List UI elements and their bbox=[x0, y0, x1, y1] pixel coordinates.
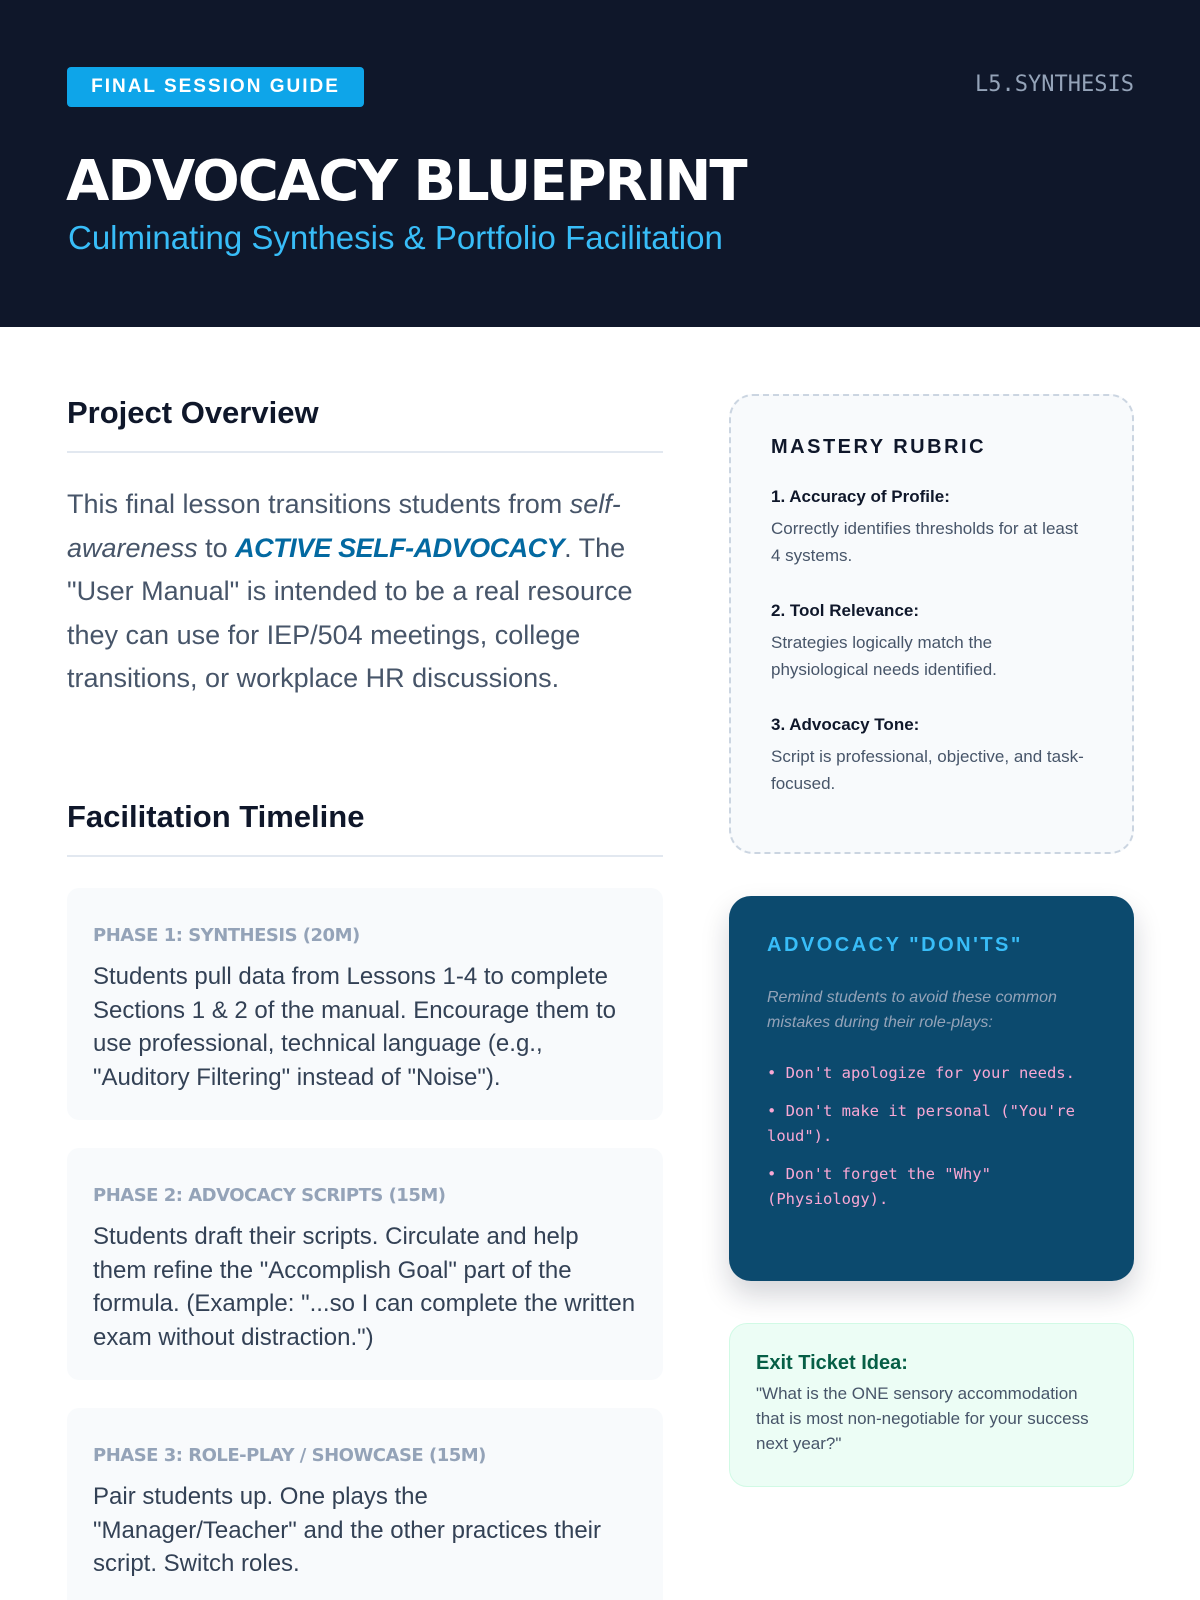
donts-list bbox=[767, 1061, 1096, 1212]
overview-highlight: ACTIVE SELF-ADVOCACY bbox=[235, 532, 565, 563]
rubric-item-title: 3. Advocacy Tone: bbox=[771, 715, 920, 734]
donts-intro: Remind students to avoid these common mistakes during their role-plays: bbox=[767, 989, 1057, 1031]
session-badge: FINAL SESSION GUIDE bbox=[67, 67, 364, 107]
exit-ticket-card bbox=[729, 1323, 1134, 1487]
overview-emphasis: self-awareness bbox=[67, 489, 621, 563]
exit-ticket-text: "What is the ONE sensory accommodation that is most non-negotiable for your success next year?" bbox=[756, 1384, 1089, 1453]
overview-heading: Project Overview bbox=[67, 393, 663, 453]
page-subtitle: Culminating Synthesis & Portfolio Facilitation bbox=[68, 219, 723, 256]
phase-title: PHASE 1: SYNTHESIS (20M) bbox=[93, 925, 360, 946]
rubric-item-text: Script is professional, objective, and task-focused. bbox=[771, 747, 1084, 793]
list-item: • Don't make it personal ("You're loud"). bbox=[767, 1102, 1075, 1145]
phase-text: Pair students up. One plays the "Manager/Teacher" and the other practices their script. Switch roles. bbox=[93, 1483, 601, 1577]
phase-title: PHASE 2: ADVOCACY SCRIPTS (15M) bbox=[93, 1185, 446, 1206]
rubric-title: MASTERY RUBRIC bbox=[771, 436, 987, 458]
phase-card-1 bbox=[67, 888, 663, 1120]
lesson-code: L5.SYNTHESIS bbox=[975, 72, 1134, 97]
phase-card-2 bbox=[67, 1148, 663, 1380]
advocacy-donts-card bbox=[729, 896, 1134, 1281]
list-item: • Don't apologize for your needs. bbox=[767, 1064, 1075, 1082]
overview-text-part-1: This final lesson transitions students from bbox=[67, 489, 570, 519]
phase-text: Students pull data from Lessons 1-4 to complete Sections 1 & 2 of the manual. Encourage them to use professional, technical language (e.g., "Auditory Filtering" instead of "Noise"). bbox=[93, 963, 616, 1091]
mastery-rubric-card bbox=[729, 394, 1134, 854]
phase-card-3 bbox=[67, 1408, 663, 1600]
rubric-item-text: Correctly identifies thresholds for at least 4 systems. bbox=[771, 519, 1079, 565]
page-header bbox=[0, 0, 1200, 327]
timeline-heading: Facilitation Timeline bbox=[67, 797, 663, 857]
exit-ticket-title: Exit Ticket Idea: bbox=[756, 1352, 908, 1374]
overview-text-part-3: . The "User Manual" is intended to be a real resource they can use for IEP/504 meetings, college transitions, or workplace HR discussions. bbox=[67, 532, 633, 693]
list-item: • Don't forget the "Why" (Physiology). bbox=[767, 1165, 991, 1208]
rubric-item-title: 1. Accuracy of Profile: bbox=[771, 487, 950, 506]
rubric-item-text: Strategies logically match the physiological needs identified. bbox=[771, 633, 997, 679]
overview-text-part-2: to bbox=[197, 532, 236, 563]
phase-text: Students draft their scripts. Circulate and help them refine the "Accomplish Goal" part of the formula. (Example: "...so I can complete the written exam without distraction.") bbox=[93, 1223, 636, 1351]
donts-title: ADVOCACY "DON'TS" bbox=[767, 934, 1023, 956]
phase-title: PHASE 3: ROLE-PLAY / SHOWCASE (15M) bbox=[93, 1445, 486, 1466]
page-title: ADVOCACY BLUEPRINT bbox=[66, 149, 746, 214]
overview-text bbox=[67, 483, 667, 701]
rubric-item-title: 2. Tool Relevance: bbox=[771, 601, 920, 620]
